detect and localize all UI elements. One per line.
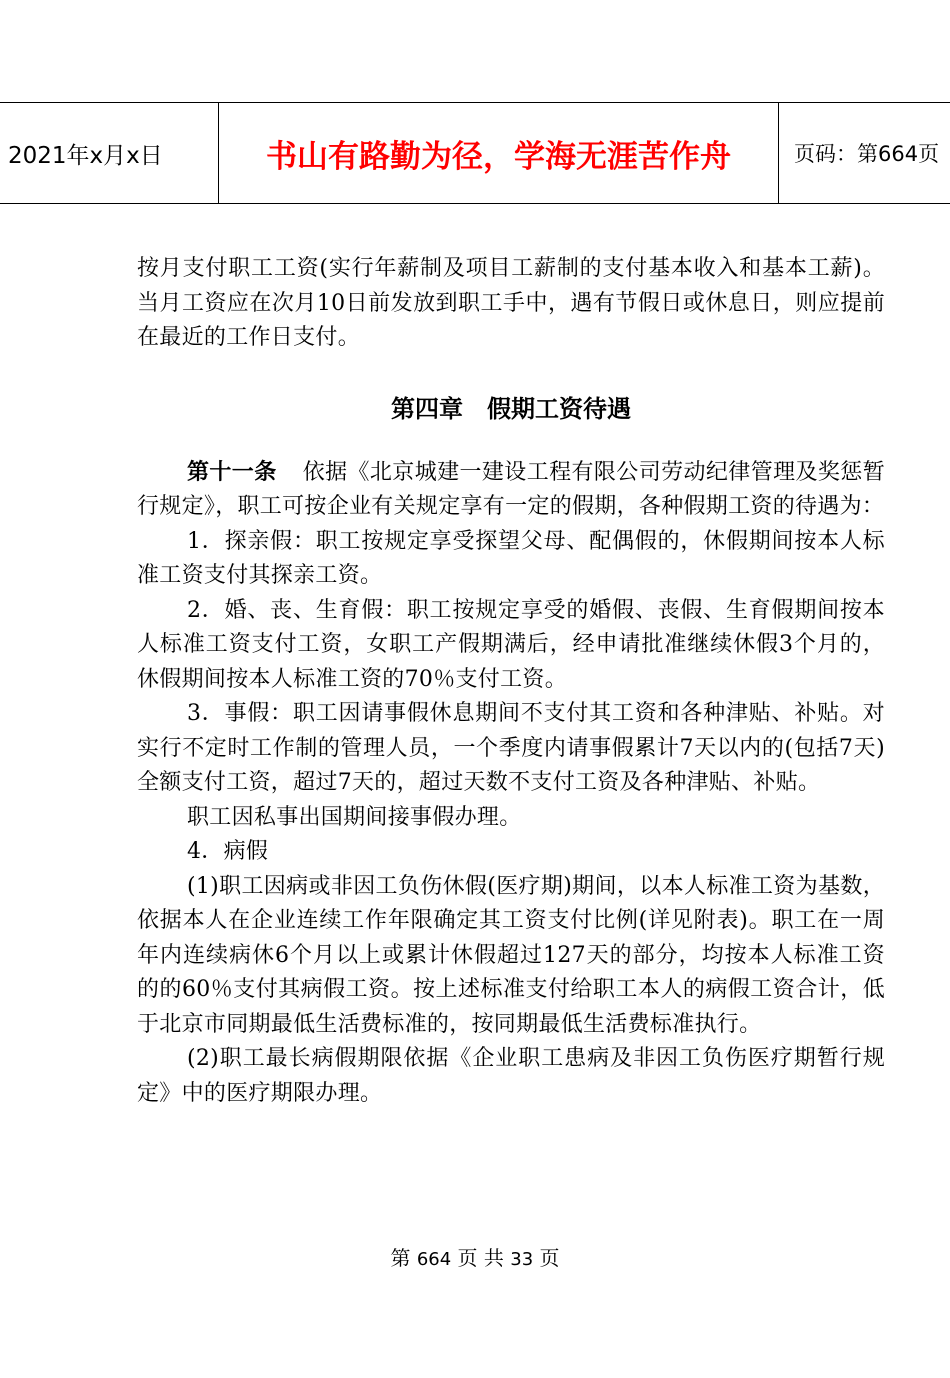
header-page-label: 页码：第664页 [794, 142, 940, 166]
article-11-text: 依据《北京城建一建设工程有限公司劳动纪律管理及奖惩暂行规定》，职工可按企业有关规定享有一定的假期，各种假期工资的待遇为： [137, 459, 885, 519]
item-4-subitem-1: (1)职工因病或非因工负伤休假(医疗期)期间，以本人标准工资为基数，依据本人在企业连续工作年限确定其工资支付比例(详见附表)。职工在一周年内连续病休6个月以上或累计休假超过127天的部分，均按本人标准工资的的60％支付其病假工资。按上述标准支付给职工本人的病假工资合计，低于北京市同期最低生活费标准的，按同期最低生活费标准执行。 [137, 873, 885, 1037]
footer-page-number: 664 [416, 1249, 452, 1270]
footer-total-pages: 33 [510, 1249, 534, 1270]
page-header [0, 102, 950, 204]
header-motto: 书山有路勤为径，学海无涯苦作舟 [219, 103, 779, 203]
item-2-marriage-funeral-maternity: 2．婚、丧、生育假：职工按规定享受的婚假、丧假、生育假期间按本人标准工资支付工资，女职工产假期满后，经申请批准继续休假3个月的，休假期间按本人标准工资的70％支付工资。 [137, 597, 885, 692]
item-4-sick-leave: 4．病假 [187, 839, 269, 864]
chapter-title: 第四章 假期工资待遇 [391, 394, 631, 423]
item-1-home-leave: 1．探亲假：职工按规定享受探望父母、配偶假的，休假期间按本人标准工资支付其探亲工资。 [137, 528, 885, 588]
item-4-subitem-2: (2)职工最长病假期限依据《企业职工患病及非因工负伤医疗期暂行规定》中的医疗期限办理。 [137, 1046, 885, 1106]
footer-suffix: 页 [539, 1246, 560, 1270]
footer-middle: 页 共 [457, 1246, 504, 1270]
page-footer [0, 1242, 950, 1271]
item-3-note: 职工因私事出国期间接事假办理。 [187, 804, 522, 830]
header-date: 2021年x月x日 [0, 103, 219, 203]
footer-prefix: 第 [390, 1246, 411, 1270]
paragraph-intro: 按月支付职工工资(实行年薪制及项目工薪制的支付基本收入和基本工薪)。当月工资应在次月10日前发放到职工手中，遇有节假日或休息日，则应提前在最近的工作日支付。 [137, 256, 885, 350]
article-11 [137, 456, 885, 525]
item-3-personal-leave: 3．事假：职工因请事假休息期间不支付其工资和各种津贴、补贴。对实行不定时工作制的管理人员，一个季度内请事假累计7天以内的(包括7天)全额支付工资，超过7天的，超过天数不支付工资及各种津贴、补贴。 [137, 701, 885, 795]
article-11-lead: 第十一条 [187, 459, 277, 485]
document-body [137, 252, 885, 1111]
